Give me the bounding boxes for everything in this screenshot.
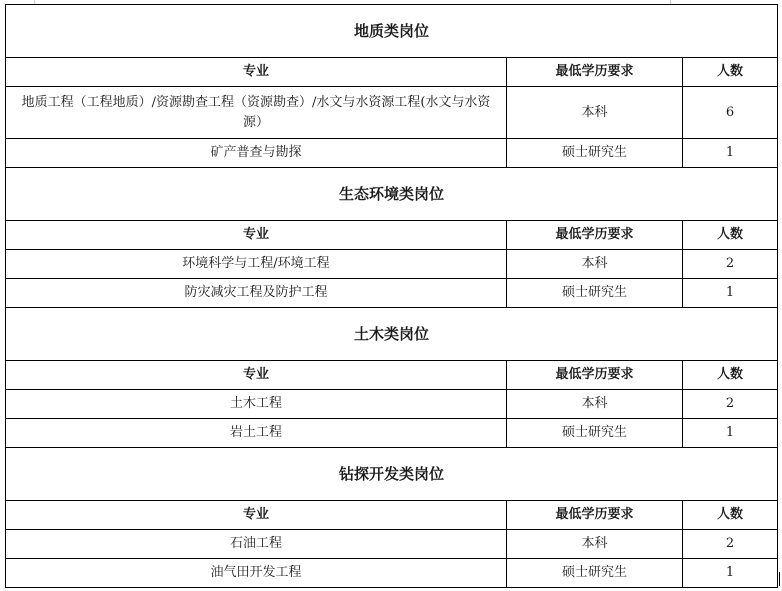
- category-row-geology: [6, 5, 778, 58]
- table-row: [6, 139, 778, 168]
- cell-major: 油气田开发工程: [6, 559, 507, 588]
- category-title: 土木类岗位: [6, 308, 778, 361]
- cell-education: 硕士研究生: [507, 139, 683, 168]
- cell-major: 土木工程: [6, 390, 507, 419]
- table-row: [6, 419, 778, 448]
- cell-major: 岩土工程: [6, 419, 507, 448]
- header-major: 专业: [6, 361, 507, 390]
- cell-count: 2: [683, 250, 778, 279]
- header-education: 最低学历要求: [507, 221, 683, 250]
- table-row: [6, 279, 778, 308]
- cell-major: 矿产普查与勘探: [6, 139, 507, 168]
- cell-education: 本科: [507, 530, 683, 559]
- category-row-drilling: [6, 448, 778, 501]
- cell-count: 1: [683, 139, 778, 168]
- table-row: [6, 559, 778, 588]
- header-row: [6, 501, 778, 530]
- header-major: 专业: [6, 501, 507, 530]
- header-major: 专业: [6, 221, 507, 250]
- cell-major: 地质工程（工程地质）/资源勘查工程（资源勘查）/水文与水资源工程(水文与水资源）: [6, 87, 507, 139]
- header-count: 人数: [683, 58, 778, 87]
- cell-count: 6: [683, 87, 778, 139]
- table-row: [6, 530, 778, 559]
- cell-education: 硕士研究生: [507, 419, 683, 448]
- header-count: 人数: [683, 501, 778, 530]
- job-requirements-table: [5, 4, 778, 588]
- table-row: [6, 87, 778, 139]
- cell-education: 硕士研究生: [507, 559, 683, 588]
- cell-major: 石油工程: [6, 530, 507, 559]
- header-row: [6, 58, 778, 87]
- category-title: 地质类岗位: [6, 5, 778, 58]
- cell-count: 2: [683, 390, 778, 419]
- cell-major: 防灾减灾工程及防护工程: [6, 279, 507, 308]
- category-row-civil: [6, 308, 778, 361]
- header-education: 最低学历要求: [507, 361, 683, 390]
- cell-count: 2: [683, 530, 778, 559]
- header-row: [6, 221, 778, 250]
- header-major: 专业: [6, 58, 507, 87]
- header-education: 最低学历要求: [507, 58, 683, 87]
- cell-count: 1: [683, 419, 778, 448]
- cell-count: 1: [683, 279, 778, 308]
- header-education: 最低学历要求: [507, 501, 683, 530]
- table-row: [6, 390, 778, 419]
- cell-major: 环境科学与工程/环境工程: [6, 250, 507, 279]
- cell-education: 本科: [507, 250, 683, 279]
- category-row-ecology: [6, 168, 778, 221]
- header-count: 人数: [683, 221, 778, 250]
- text-cursor: [779, 572, 780, 586]
- header-count: 人数: [683, 361, 778, 390]
- cell-education: 本科: [507, 390, 683, 419]
- category-title: 生态环境类岗位: [6, 168, 778, 221]
- cell-count: 1: [683, 559, 778, 588]
- table-row: [6, 250, 778, 279]
- header-row: [6, 361, 778, 390]
- cell-education: 硕士研究生: [507, 279, 683, 308]
- category-title: 钻探开发类岗位: [6, 448, 778, 501]
- cell-education: 本科: [507, 87, 683, 139]
